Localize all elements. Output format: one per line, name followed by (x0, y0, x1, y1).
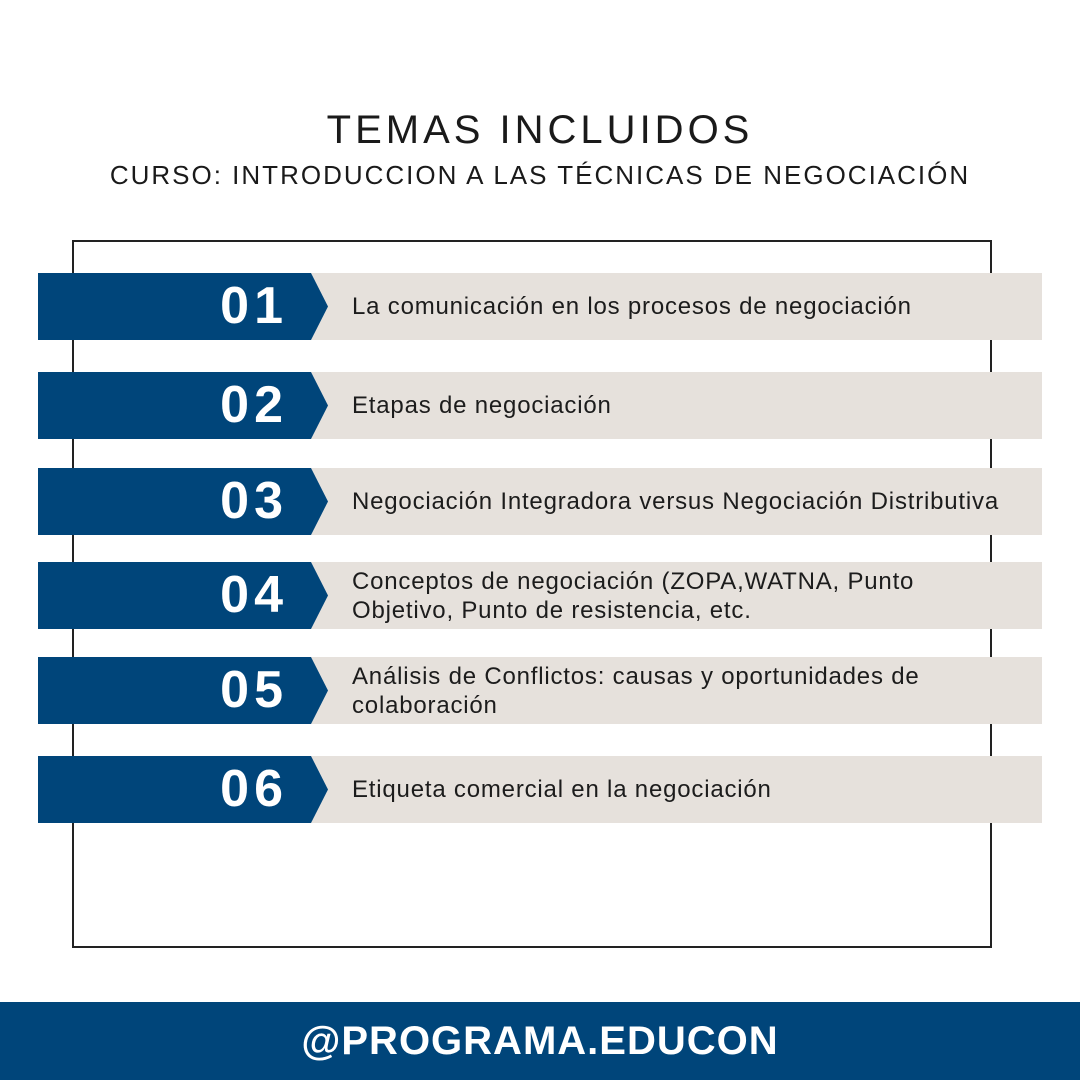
topic-number: 06 (220, 760, 288, 818)
topic-number: 02 (220, 376, 288, 434)
topic-number: 01 (220, 277, 288, 335)
topic-number: 03 (220, 472, 288, 530)
course-subtitle: CURSO: INTRODUCCION A LAS TÉCNICAS DE NEGOCIACIÓN (109, 160, 971, 190)
topic-item-05 (38, 657, 1042, 724)
topic-item-04 (38, 562, 1042, 629)
social-handle: @PROGRAMA.EDUCON (301, 1019, 779, 1063)
topic-text: La comunicación en los procesos de negociación (352, 293, 912, 320)
topic-item-02 (38, 372, 1042, 439)
topic-item-06 (38, 756, 1042, 823)
page-title: TEMAS INCLUIDOS (326, 108, 754, 152)
footer-banner (0, 1002, 1080, 1080)
topic-text: Etiqueta comercial en la negociación (352, 776, 772, 803)
topic-item-03 (38, 468, 1042, 535)
topic-text: Etapas de negociación (352, 392, 612, 419)
topic-text: Análisis de Conflictos: causas y oportunidades de colaboración (352, 662, 920, 719)
topic-text: Negociación Integradora versus Negociación Distributiva (352, 488, 999, 515)
topic-text: Conceptos de negociación (ZOPA,WATNA, Punto Objetivo, Punto de resistencia, etc. (352, 567, 915, 624)
topic-number: 04 (220, 566, 288, 624)
topic-number: 05 (220, 661, 288, 719)
topic-item-01 (38, 273, 1042, 340)
